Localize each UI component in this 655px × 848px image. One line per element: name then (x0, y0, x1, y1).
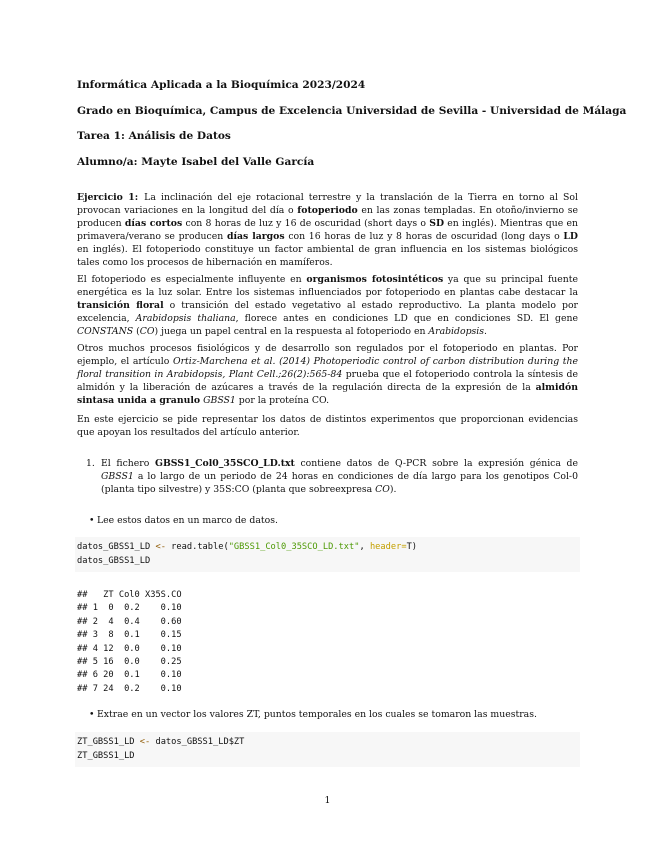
output-line: ## 2 4 0.4 0.60 (77, 616, 182, 627)
code-block-extract (75, 732, 580, 767)
page-number: 1 (324, 795, 331, 806)
bullet-extract-zt: • Extrae en un vector los valores ZT, puntos temporales en los cuales se tomaron las muestras. (97, 708, 537, 721)
list-item-1: 1. El fichero GBSS1_Col0_35SCO_LD.txt contiene datos de Q-PCR sobre la expresión génica de GBSS1 a lo largo de un periodo de 24 horas en condiciones de día largo para los genotipos Col-0 (planta tipo silvestre) y 35S:CO (planta que sobreexpresa CO). (86, 458, 579, 495)
exercise-paragraph-4: En este ejercicio se pide representar los datos de distintos experimentos que proporcionan evidencias que apoyan los resultados del artículo anterior. (77, 414, 578, 438)
code-line: datos_GBSS1_LD (77, 555, 151, 566)
bullet-read-data: • Lee estos datos en un marco de datos. (97, 514, 278, 527)
code-line: ZT_GBSS1_LD <- datos_GBSS1_LD$ZT (77, 737, 245, 747)
list-item-number: 1. (86, 458, 95, 469)
output-line: ## 6 20 0.1 0.10 (77, 670, 182, 681)
code-line: datos_GBSS1_LD <- read.table("GBSS1_Col0_35SCO_LD.txt", header=T) (77, 542, 418, 552)
course-title: Informática Aplicada a la Bioquímica 2023/2024 (77, 79, 366, 91)
output-line: ## ZT Col0 X35S.CO (77, 590, 182, 600)
task-title: Tarea 1: Análisis de Datos (77, 130, 231, 142)
output-line: ## 4 12 0.0 0.10 (77, 643, 182, 654)
output-line: ## 5 16 0.0 0.25 (77, 657, 182, 668)
student-name: Alumno/a: Mayte Isabel del Valle García (77, 156, 315, 168)
code-line: ZT_GBSS1_LD (77, 750, 135, 761)
output-line: ## 3 8 0.1 0.15 (77, 630, 182, 641)
exercise-paragraph-3: Otros muchos procesos fisiológicos y de desarrollo son regulados por el fotoperiodo en plantas. Por ejemplo, el artículo Ortiz-Marchena et al. (2014) Photoperiodic control of carbon distribution during the floral transition in Arabidopsis, Plant Cell.;26(2):565-84 prueba que el fotoperiodo controla la síntesis de almidón y la liberación de azúcares a través de la regulación directa de la expresión de la almidón sintasa unida a granulo GBSS1 por la proteína CO. (77, 343, 578, 406)
degree-title: Grado en Bioquímica, Campus de Excelencia Universidad de Sevilla - Universidad de Málaga (77, 105, 627, 117)
output-line: ## 7 24 0.2 0.10 (77, 683, 182, 694)
exercise-paragraph-2: El fotoperiodo es especialmente influyente en organismos fotosintéticos ya que su principal fuente energética es la luz solar. Entre los sistemas influenciados por fotoperiodo en plantas cabe destacar la transición floral o transición del estado vegetativo al estado reproductivo. La planta modelo por excelencia, Arabidopsis thaliana, florece antes en condiciones LD que en condiciones SD. El gene CONSTANS (CO) juega un papel central en la respuesta al fotoperiodo en Arabidopsis. (77, 274, 578, 337)
output-line: ## 1 0 0.2 0.10 (77, 603, 182, 614)
code-block-read (75, 537, 580, 572)
exercise-paragraph-1: Ejercicio 1: La inclinación del eje rotacional terrestre y la translación de la Tierra en torno al Sol provocan variaciones en la longitud del día o fotoperiodo en las zonas templadas. En otoño/invierno se producen días cortos con 8 horas de luz y 16 de oscuridad (short days o SD en inglés). Mientras que en primavera/verano se producen días largos con 16 horas de luz y 8 horas de oscuridad (long days o LD en inglés). El fotoperiodo constituye un factor ambiental de gran influencia en los sistemas biológicos tales como los procesos de hibernación en mamíferos. (77, 192, 578, 268)
exercise-label: Ejercicio 1: (77, 192, 139, 203)
output-block-dataframe (77, 589, 578, 696)
